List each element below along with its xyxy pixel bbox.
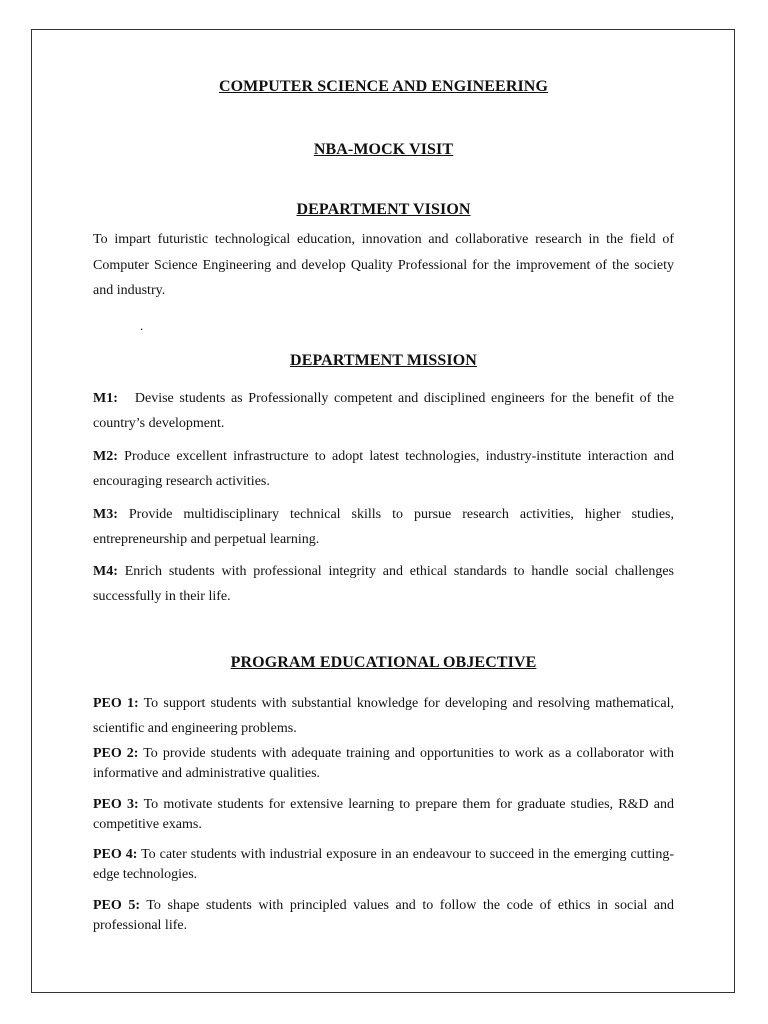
vision-text: To impart futuristic technological education, innovation and collaborative research in the field of Computer Science Engineering and develop Quality Professional for the improvement of the society and industry. [93, 232, 674, 298]
peo-heading: PROGRAM EDUCATIONAL OBJECTIVE [230, 654, 537, 671]
document-subtitle: NBA-MOCK VISIT [313, 141, 454, 158]
mission-text: Produce excellent infrastructure to adopt latest technologies, industry-institute interaction and encouraging research activities. [93, 449, 675, 489]
stray-mark: . [140, 318, 144, 333]
mission-text: Devise students as Professionally competent and disciplined engineers for the benefit of the country’s development. [93, 391, 674, 431]
document-title: COMPUTER SCIENCE AND ENGINEERING [218, 78, 549, 95]
peo-label: PEO 4: [93, 847, 138, 862]
mission-heading: DEPARTMENT MISSION [290, 352, 477, 369]
mission-item-m3 [93, 503, 674, 552]
peo-text: To support students with substantial knowledge for developing and resolving mathematical, scientific and engineering problems. [93, 696, 674, 736]
mission-text: Provide multidisciplinary technical skills to pursue research activities, higher studies, entrepreneurship and perpetual learning. [93, 507, 674, 547]
mission-label: M2: [93, 449, 118, 464]
mission-label: M4: [93, 564, 118, 579]
peo-item-1 [93, 692, 674, 741]
mission-label: M1: [93, 391, 118, 406]
peo-label: PEO 3: [93, 797, 139, 812]
peo-label: PEO 5: [93, 898, 141, 913]
mission-item-m1 [93, 387, 674, 436]
peo-text: To provide students with adequate training and opportunities to work as a collaborator with informative and administrative qualities. [93, 746, 674, 781]
vision-heading: DEPARTMENT VISION [296, 201, 471, 218]
peo-label: PEO 1: [93, 696, 139, 711]
mission-text: Enrich students with professional integrity and ethical standards to handle social challenges successfully in their life. [93, 564, 675, 604]
peo-label: PEO 2: [93, 746, 139, 761]
peo-text: To motivate students for extensive learning to prepare them for graduate studies, R&D and competitive exams. [93, 797, 674, 832]
peo-item-3 [93, 795, 674, 835]
peo-text: To cater students with industrial exposure in an endeavour to succeed in the emerging cutting-edge technologies. [93, 847, 674, 882]
mission-label: M3: [93, 507, 118, 522]
peo-text: To shape students with principled values and to follow the code of ethics in social and professional life. [93, 898, 674, 933]
peo-item-2 [93, 744, 674, 784]
mission-item-m2 [93, 445, 674, 494]
peo-item-5 [93, 896, 674, 936]
peo-item-4 [93, 845, 674, 885]
mission-item-m4 [93, 560, 674, 609]
